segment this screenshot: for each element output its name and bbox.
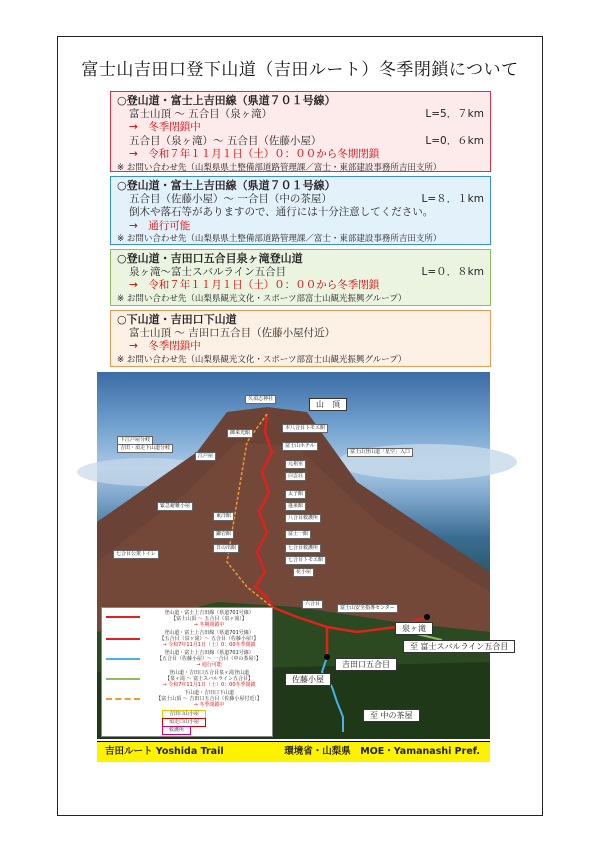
section-heading: ○登山道・富士上吉田線（県道７０１号線） (117, 179, 336, 192)
hut-label: 元祖室 (285, 460, 306, 469)
hut-label: 久須志神社 (245, 395, 276, 404)
hut-label: 富士山登山道「星空」入口 (347, 448, 413, 457)
section-heading: ○登山道・吉田口五合目泉ヶ滝登山道 (117, 252, 303, 265)
legend-item: 下山道・吉田口下山道 【富士山頂 ～ 吉田口五合目（佐藤小屋付近）】 → 冬季閉鎖中 (156, 690, 262, 708)
legend-line-red (106, 638, 140, 640)
contact-note: ※ お問い合わせ先（山梨県観光文化・スポーツ部富士山観光振興グループ） (117, 354, 407, 365)
hut-label: 七合目公衆トイレ (113, 550, 159, 559)
legend-item: 登山道・富士上吉田線（県道701号線） 【五合目（佐藤小屋）～ 一合目（中の茶屋）】 → 通行可能 (156, 650, 262, 668)
trail-map (97, 372, 509, 739)
hut-label: 本八合目トモエ館 (282, 424, 328, 433)
map-legend (101, 607, 273, 737)
status-text: → 通行可能 (129, 219, 191, 232)
hut-label: 白雲荘 (285, 472, 306, 481)
footer-credit: 環境省・山梨県 MOE・Yamanashi Pref. (284, 746, 480, 757)
route-row: 五合目（泉ヶ滝）～ 五合目（佐藤小屋） L=0．６km (129, 134, 484, 147)
hut-label: 六合目 (302, 600, 323, 609)
route-row: 富士山頂 ～ 吉田口五合目（佐藤小屋付近） (129, 326, 336, 339)
nakanochaya-label: 至 中の茶屋 (363, 709, 420, 722)
subaru-label: 至 富士スバルライン五合目 (403, 640, 515, 653)
contact-note: ※ お問い合わせ先（山梨県観光文化・スポーツ部富士山観光振興グループ） (117, 293, 407, 304)
route-row: 泉ヶ滝～富士スバルライン五合目 L=０．８km (129, 265, 484, 278)
map-footer (97, 741, 490, 762)
section-uphill-lower (110, 176, 491, 245)
hut-label: 鎌岩館 (213, 530, 234, 539)
legend-box-aid: 救護所 (162, 726, 191, 735)
section-izumigataki (110, 249, 491, 306)
hut-label: 蓬莱館 (285, 502, 306, 511)
hut-label: 花小屋 (293, 568, 314, 577)
legend-box-yoshida: 吉田口山小屋 (162, 710, 206, 719)
hut-label: 八合目救護所 (285, 514, 321, 523)
legend-item: 登山道・吉田口五合目泉ヶ滝登山道 【泉ヶ滝 ～ 富士スバルライン五合目】 → 令和7年11月1日（土）0：00冬季閉鎖 (162, 670, 256, 688)
contact-note: ※ お問い合わせ先（山梨県県土整備部道路管理課／富士・東部建設事務所吉田支所） (117, 234, 442, 244)
yoshida5-label: 吉田口五合目 (335, 658, 397, 671)
legend-box-subashiri: 須走口山小屋 (162, 718, 206, 727)
legend-line-green (106, 678, 140, 680)
status-text: → 令和７年１１月１日（土）０：００から冬季閉鎖 (129, 279, 380, 291)
legend-line-orange (106, 698, 140, 700)
hut-label: 七合目救護所 (285, 544, 321, 553)
hut-label: 日の出館 (213, 544, 239, 553)
section-uphill-summit (110, 91, 491, 172)
sato-label: 佐藤小屋 (285, 673, 331, 686)
legend-line-red (106, 616, 140, 618)
legend-item: 登山道・富士上吉田線（県道701号線） 【富士山頂 ～ 五合目（泉ヶ滝）】 → 冬期閉鎖中 (164, 610, 254, 628)
hut-label: 富士山安全指導センター (337, 604, 398, 613)
hut-label: 七合目トモエ館 (285, 556, 326, 565)
hut-label: 富士山ホテル (282, 442, 318, 451)
section-downhill (110, 310, 491, 367)
section-heading: ○登山道・富士上吉田線（県道７０１号線） (117, 94, 336, 107)
contact-note: ※ お問い合わせ先（山梨県県土整備部道路管理課／富士・東部建設事務所吉田支所） (117, 162, 442, 173)
page-title: 富士山吉田口登下山道（吉田ルート）冬季閉鎖について (81, 60, 519, 80)
hut-label: 緊急避難小屋 (157, 502, 193, 511)
hut-label: 東洋館 (213, 512, 234, 521)
izumigataki-label: 泉ヶ滝 (395, 622, 433, 635)
legend-line-blue (106, 658, 140, 660)
hut-label: 下江戸屋分岐 (117, 436, 153, 445)
summit-label: 山 頂 (309, 398, 347, 411)
hut-label: 太子館 (285, 490, 306, 499)
route-row: 五合目（佐藤小屋）～ 一合目（中の茶屋） L=８．１km (129, 192, 484, 205)
status-text: → 令和７年１１月１日（土）０：００から冬期閉鎖 (129, 148, 380, 160)
section-heading: ○下山道・吉田口下山道 (117, 313, 237, 326)
status-text: → 冬季閉鎖中 (129, 121, 201, 133)
legend-item: 登山道・富士上吉田線（県道701号線） 【五合目（泉ヶ滝）～ 五合目（佐藤小屋）】 → 令和7年11月1日（土）0：00冬季閉鎖 (159, 630, 259, 648)
hut-label: 吉田・須走下山道分岐 (117, 444, 173, 453)
route-row: 富士山頂 ～ 五合目（泉ヶ滝） L=5．７km (129, 107, 484, 120)
status-text: → 冬季閉鎖中 (129, 340, 201, 352)
hut-label: 富士一館 (285, 530, 311, 539)
caution-text: 倒木や落石等がありますので、通行には十分注意してください。 (129, 206, 434, 218)
hut-label: 御来光館 (227, 429, 253, 438)
hut-label: 江戸屋 (195, 452, 216, 461)
footer-trail-name: 吉田ルート Yoshida Trail (105, 746, 224, 757)
